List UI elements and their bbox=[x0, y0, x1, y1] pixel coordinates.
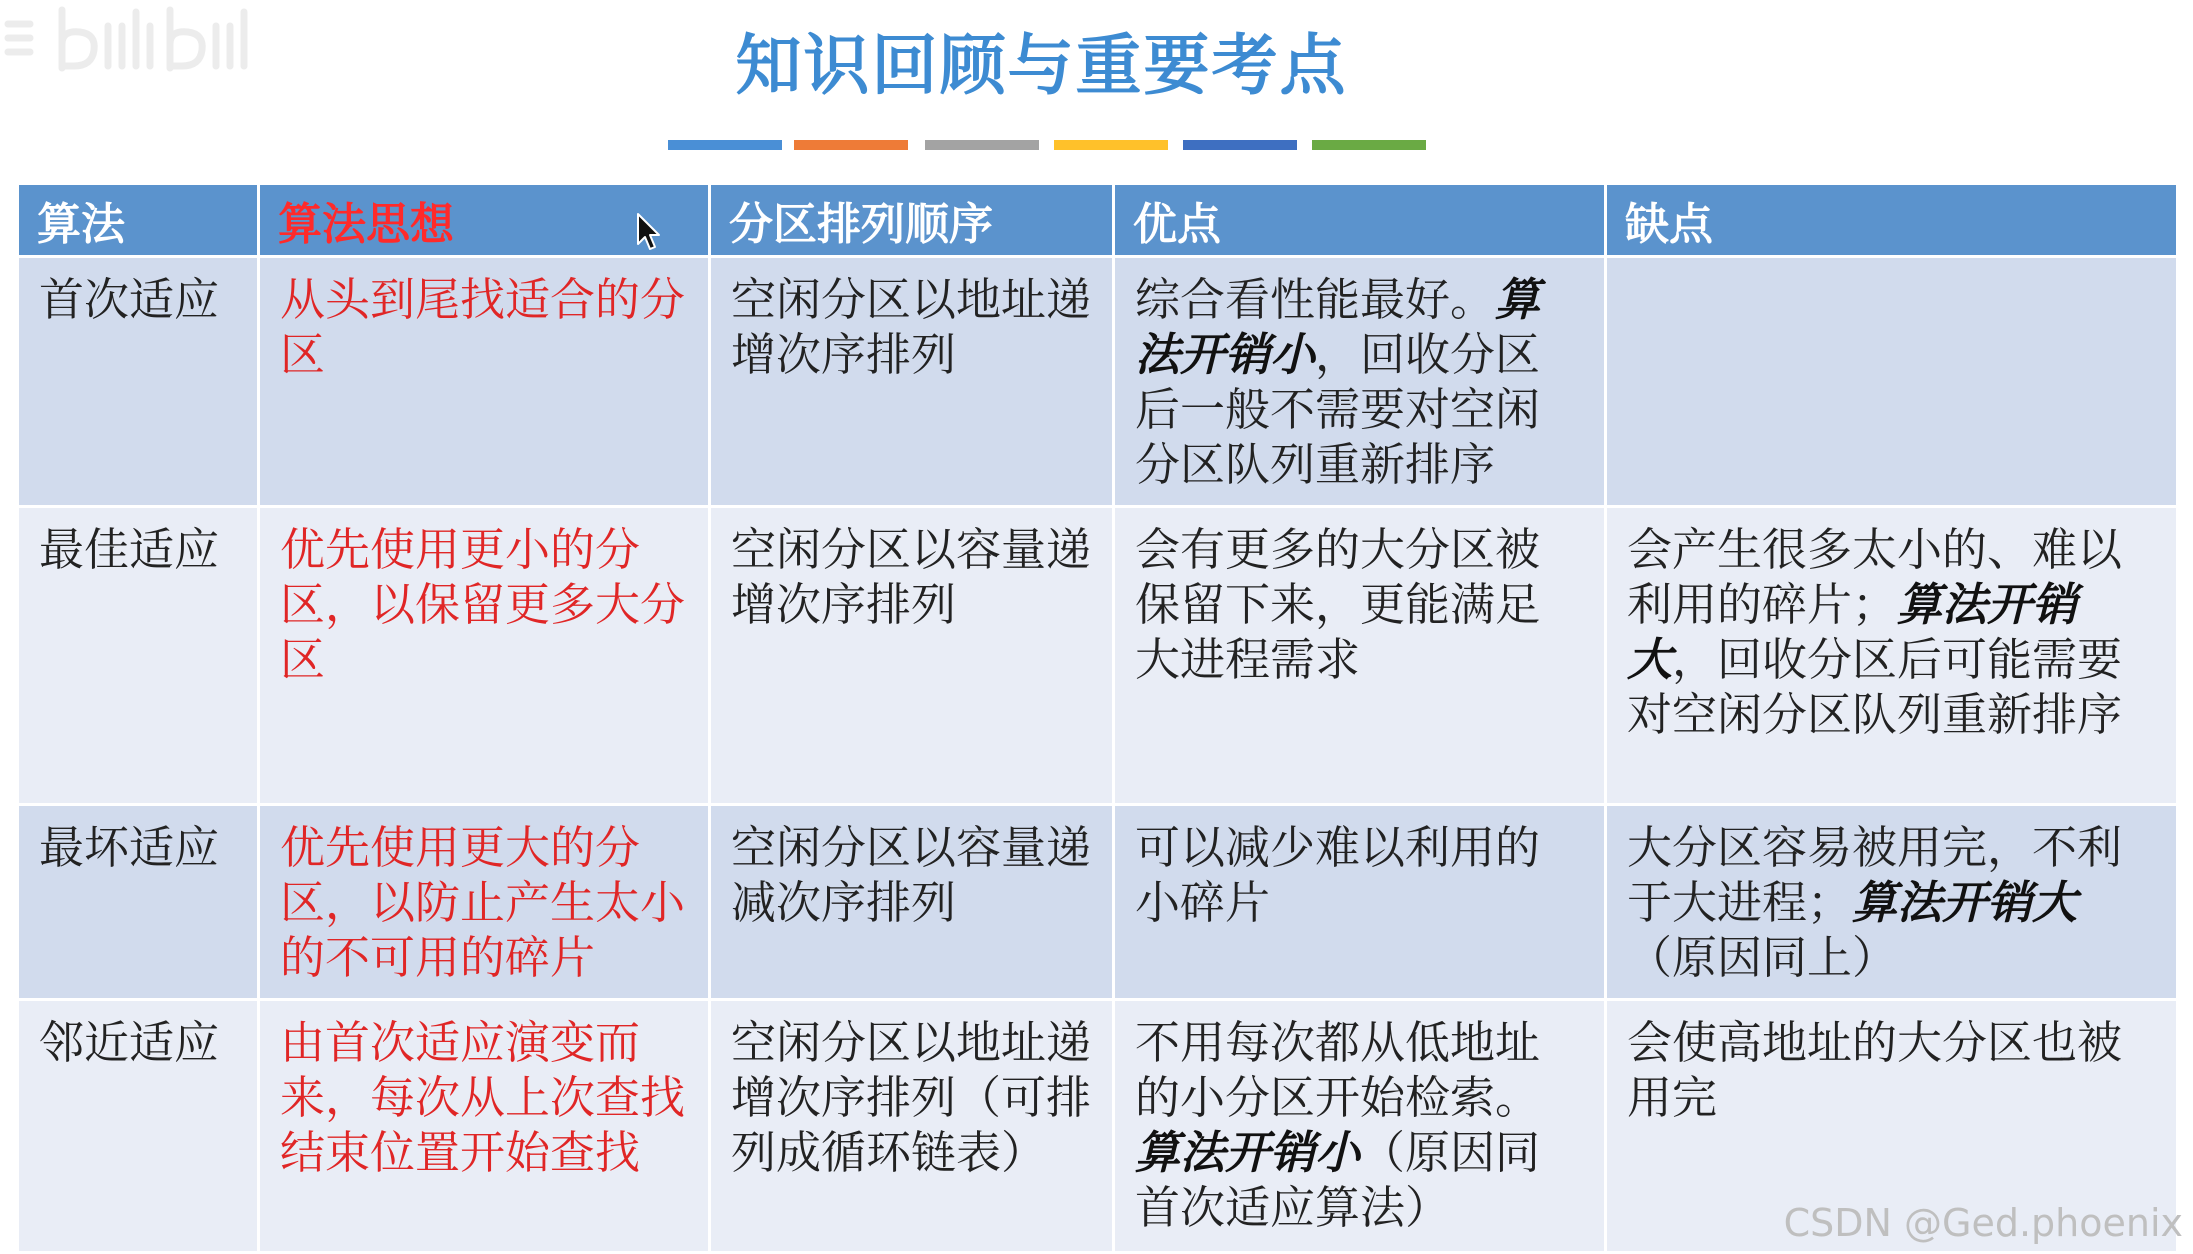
mouse-pointer-icon bbox=[636, 212, 662, 252]
cell-algorithm: 最坏适应 bbox=[18, 805, 259, 1000]
divider-stripe-darkblue bbox=[1183, 140, 1297, 150]
cell-cons bbox=[1606, 507, 2178, 805]
cons-text: 会使高地址的大分区也被用完 bbox=[1627, 1016, 2123, 1124]
cell-algorithm: 邻近适应 bbox=[18, 1000, 259, 1253]
cell-cons bbox=[1606, 805, 2178, 1000]
pros-text: 会有更多的大分区被保留下来，更能满足大进程需求 bbox=[1135, 523, 1541, 686]
pros-text: 不用每次都从低地址的小分区开始检索。 bbox=[1135, 1016, 1541, 1124]
pros-text-rest: （原因同首次适应算法） bbox=[1135, 1126, 1541, 1234]
pros-text-rest: ，回收分区后一般不需要对空闲分区队列重新排序 bbox=[1135, 328, 1541, 491]
cell-idea: 由首次适应演变而来，每次从上次查找结束位置开始查找 bbox=[259, 1000, 710, 1253]
pros-emphasis: 算法开销小 bbox=[1135, 273, 1541, 381]
divider-stripe-gray bbox=[925, 140, 1039, 150]
cell-order: 空闲分区以地址递增次序排列（可排列成循环链表） bbox=[710, 1000, 1114, 1253]
cell-order: 空闲分区以容量递增次序排列 bbox=[710, 507, 1114, 805]
pros-text: 可以减少难以利用的小碎片 bbox=[1135, 821, 1541, 929]
cons-emphasis: 算法开销大 bbox=[1627, 578, 2078, 686]
cell-cons bbox=[1606, 257, 2178, 507]
cell-idea: 从头到尾找适合的分区 bbox=[259, 257, 710, 507]
cons-text: 会产生很多太小的、难以利用的碎片； bbox=[1627, 523, 2123, 631]
header-pros: 优点 bbox=[1114, 184, 1606, 257]
pros-text: 综合看性能最好。 bbox=[1135, 273, 1496, 326]
divider-stripe-orange bbox=[794, 140, 908, 150]
table-header-row bbox=[18, 184, 2178, 257]
cell-algorithm: 最佳适应 bbox=[18, 507, 259, 805]
table-row bbox=[18, 507, 2178, 805]
cell-pros bbox=[1114, 805, 1606, 1000]
divider-stripe-blue bbox=[668, 140, 782, 150]
algorithm-comparison-table bbox=[16, 182, 2179, 1254]
header-idea: 算法思想 bbox=[259, 184, 710, 257]
cons-text: 大分区容易被用完，不利于大进程； bbox=[1627, 821, 2123, 929]
cons-emphasis: 算法开销大 bbox=[1852, 876, 2078, 929]
cell-order: 空闲分区以地址递增次序排列 bbox=[710, 257, 1114, 507]
header-cons: 缺点 bbox=[1606, 184, 2178, 257]
pros-emphasis: 算法开销小 bbox=[1135, 1126, 1361, 1179]
cell-pros bbox=[1114, 257, 1606, 507]
cell-pros bbox=[1114, 1000, 1606, 1253]
table-row bbox=[18, 257, 2178, 507]
cell-idea: 优先使用更大的分区，以防止产生太小的不可用的碎片 bbox=[259, 805, 710, 1000]
divider-stripe-yellow bbox=[1054, 140, 1168, 150]
watermark: CSDN @Ged.phoenix bbox=[1783, 1201, 2183, 1245]
header-algorithm: 算法 bbox=[18, 184, 259, 257]
cell-order: 空闲分区以容量递减次序排列 bbox=[710, 805, 1114, 1000]
table-row bbox=[18, 805, 2178, 1000]
divider-stripe-green bbox=[1312, 140, 1426, 150]
page-title: 知识回顾与重要考点 bbox=[735, 27, 1348, 104]
cons-text-rest: （原因同上） bbox=[1627, 931, 1898, 984]
cell-pros bbox=[1114, 507, 1606, 805]
cons-text-rest: ，回收分区后可能需要对空闲分区队列重新排序 bbox=[1627, 633, 2123, 741]
cell-idea: 优先使用更小的分区，以保留更多大分区 bbox=[259, 507, 710, 805]
cell-algorithm: 首次适应 bbox=[18, 257, 259, 507]
header-order: 分区排列顺序 bbox=[710, 184, 1114, 257]
